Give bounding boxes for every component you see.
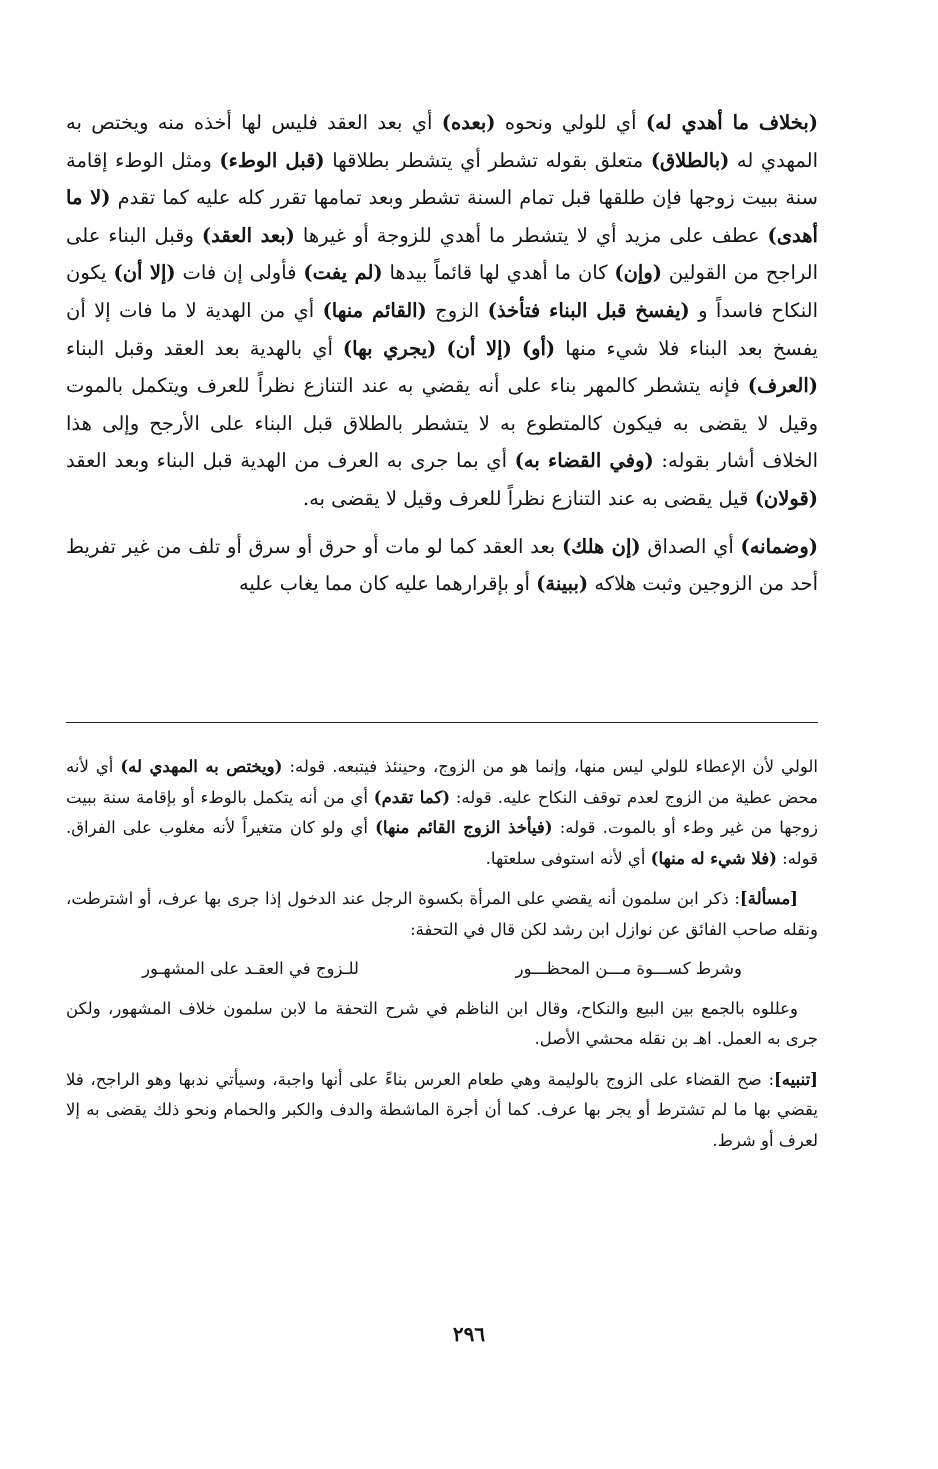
verse-first-hemistich: وشرط كســـوة مـــن المحظـــور bbox=[515, 958, 742, 978]
main-paragraph-2 bbox=[66, 528, 818, 603]
text-run: أي بما جرى به العرف من الهدية قبل البناء وبعد العقد bbox=[66, 449, 515, 473]
text-run: فأولى إن فات bbox=[175, 261, 304, 285]
text-run: كان ما أهدي لها قائماً بيدها bbox=[382, 261, 615, 285]
text-run: وعللوه بالجمع بين البيع والنكاح، وقال ابن الناظم في شرح التحفة ما لابن سلمون خلاف المشهور، ولكن جرى به العمل. اهـ بن نقله محشي الأصل. bbox=[66, 998, 818, 1049]
bold-term: (بالطلاق) bbox=[650, 148, 730, 172]
bold-term: (بعد العقد) bbox=[201, 223, 295, 247]
text-run: أي للولي ونحوه bbox=[495, 111, 646, 134]
footnote-paragraph-1 bbox=[66, 752, 818, 874]
text-run: : صح القضاء على الزوج بالوليمة وهي طعام العرس بناءً على أنها واجبة، وسيأتي ندبها وهو الراجح، فلا يقضي بها ما لم تشترط أو يجر بها عرف. كما أن أجرة الماشطة والدف والكبر والحمام ونحو ذلك يقضى به إلا لعرف أو شرط. bbox=[66, 1069, 818, 1150]
bold-term: (فلا شيء له منها) bbox=[650, 848, 777, 868]
bold-term: (كما تقدم) bbox=[373, 787, 450, 807]
bold-term: (ببينة) bbox=[536, 572, 589, 596]
bold-term: (القائم منها) bbox=[322, 298, 427, 322]
text-run: فإنه يتشطر كالمهر بناء على أنه يقضي به عند التنازع نظراً للعرف ويتكمل بالموت وقيل لا يقضى به فيكون كالمتطوع به لا يتشطر بالطلاق قبل البناء على الأرجح وإلى هذا الخلاف أشار بقوله: bbox=[66, 374, 819, 473]
text-run: قيل يقضى به عند التنازع نظراً للعرف وقيل لا يقضى به. bbox=[302, 486, 755, 510]
bold-term: (قولان) bbox=[754, 486, 818, 510]
text-run: أي بعد العقد فليس لها أخذه منه ويختص به المهدي له bbox=[66, 111, 818, 172]
main-text bbox=[66, 104, 818, 603]
bold-term: (وإن) bbox=[614, 261, 662, 285]
text-run: أي من أنه يتكمل بالوطء أو بإقامة سنة ببيت زوجها من غير وطء أو بالموت. قوله: bbox=[66, 787, 818, 838]
bold-term: (لا ما أهدى) bbox=[66, 186, 818, 247]
footnote-tanbih bbox=[66, 1065, 818, 1157]
text-run: ومثل الوطء إقامة سنة ببيت زوجها فإن طلقها قبل تمام السنة تشطر وبعد تمامها تقرر كله عليه كما تقدم bbox=[66, 148, 818, 210]
footnote-paragraph-3 bbox=[66, 994, 818, 1055]
text-run bbox=[436, 337, 446, 360]
bold-term: (ويختص به المهدي له) bbox=[120, 757, 283, 776]
bold-term: (إلا أن) bbox=[446, 336, 512, 360]
text-run: أي بالهدية بعد العقد وقبل البناء bbox=[66, 336, 343, 360]
text-run: متعلق بقوله تشطر أي يتشطر بطلاقها bbox=[324, 148, 651, 172]
text-run: وقبل البناء على الراجح من القولين bbox=[66, 223, 818, 285]
bold-term: (أو) bbox=[521, 336, 556, 360]
bold-term: (قبل الوطء) bbox=[219, 148, 325, 172]
bold-term: (بخلاف ما أهدي له) bbox=[645, 111, 818, 134]
text-run: الولي لأن الإعطاء للولي ليس منها، وإنما هو من الزوج، وحينئذ فيتبعه. قوله: bbox=[282, 757, 818, 776]
footnote-divider bbox=[66, 722, 818, 723]
bold-term: (إلا أن) bbox=[113, 261, 176, 285]
text-run: عطف على مزيد أي لا يتشطر ما أهدي للزوجة أو غيرها bbox=[294, 223, 768, 247]
text-run: الزوج bbox=[426, 298, 488, 322]
text-run bbox=[512, 337, 522, 360]
text-run: أي الصداق bbox=[640, 534, 741, 558]
bold-term: (وضمانه) bbox=[740, 534, 818, 558]
bold-term: (فيأخذ الزوج القائم منها) bbox=[375, 818, 553, 838]
text-run: بعد العقد كما لو مات أو حرق أو سرق أو تلف من غير تفريط أحد من الزوجين وثبت هلاكه bbox=[66, 534, 818, 596]
text-run: أي من الهدية لا ما فات إلا أن يفسخ بعد البناء فلا شيء منها bbox=[66, 298, 818, 360]
text-run: أي ولو كان متغيراً لأنه مغلوب على الفراق. قوله: bbox=[66, 818, 818, 868]
bold-term: (يجري بها) bbox=[342, 336, 437, 360]
bold-term: (إن هلك) bbox=[561, 534, 641, 558]
page-number: ٢٩٦ bbox=[452, 1322, 486, 1346]
bold-term: [مسألة] bbox=[739, 889, 798, 909]
bold-term: (العرف) bbox=[747, 374, 818, 398]
footnote-masala bbox=[66, 884, 818, 945]
text-run: أو بإقرارهما عليه كان مما يغاب عليه bbox=[238, 572, 537, 596]
bold-term: [تنبيه] bbox=[774, 1069, 818, 1089]
text-run: أي لأنه استوفى سلعتها. bbox=[485, 848, 651, 868]
bold-term: (لم يفت) bbox=[303, 261, 383, 285]
text-run: أي لأنه محض عطية من الزوج لعدم توقف النكاح عليه. قوله: bbox=[66, 757, 818, 807]
verse-second-hemistich: للـزوج في العقـد على المشهـور bbox=[142, 958, 359, 978]
bold-term: (وفي القضاء به) bbox=[514, 449, 654, 473]
text-run: يكون النكاح فاسداً و bbox=[66, 261, 818, 322]
verse-line bbox=[142, 954, 742, 984]
footnotes bbox=[66, 752, 818, 1157]
bold-term: (يفسخ قبل البناء فتأخذ) bbox=[487, 298, 690, 322]
main-paragraph-1 bbox=[66, 104, 818, 518]
bold-term: (بعده) bbox=[441, 111, 496, 134]
text-run: : ذكر ابن سلمون أنه يقضي على المرأة بكسوة الرجل عند الدخول إذا جرى بها عرف، أو اشترطت، ونقله صاحب الفائق عن نوازل ابن رشد لكن قال في التحفة: bbox=[66, 889, 818, 939]
